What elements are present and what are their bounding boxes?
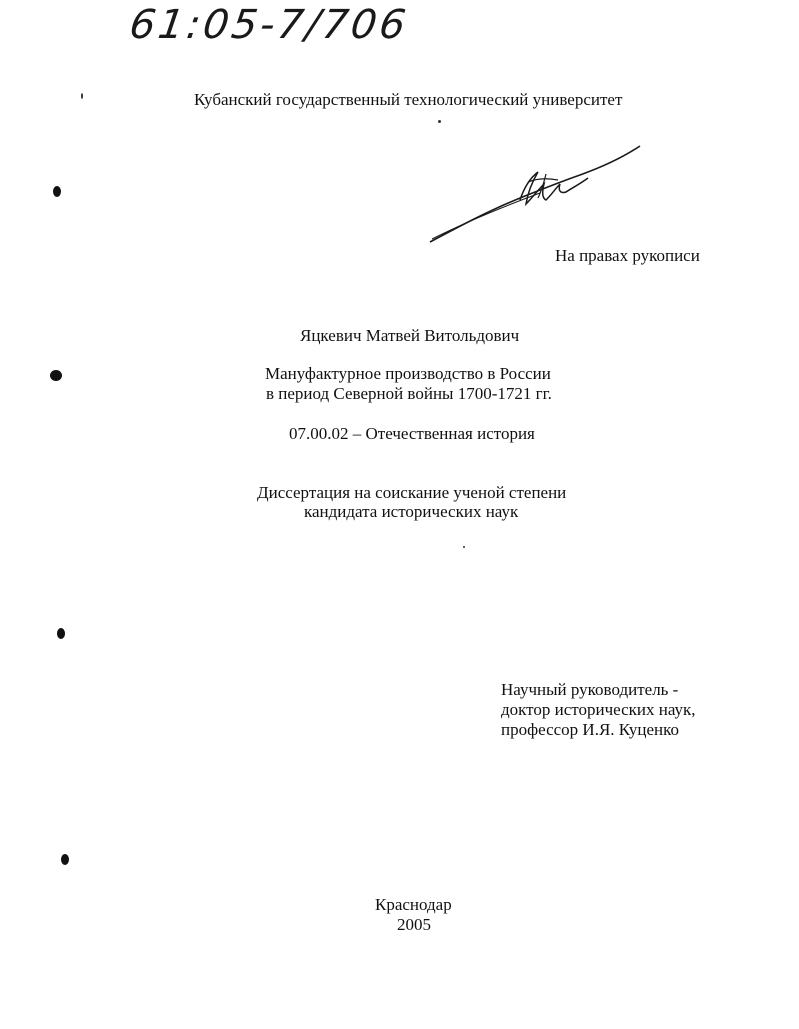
dissertation-title-line-2: в период Северной войны 1700-1721 гг.: [266, 384, 552, 403]
specialty-code: 07.00.02 – Отечественная история: [289, 424, 535, 443]
supervisor-degree: доктор исторических наук,: [501, 700, 696, 719]
scan-speck: [438, 120, 441, 123]
punch-hole-mark: [50, 370, 62, 381]
year: 2005: [397, 915, 431, 934]
degree-line-1: Диссертация на соискание ученой степени: [257, 483, 567, 502]
punch-hole-mark: [61, 854, 69, 865]
signature-icon: [420, 138, 650, 248]
scan-speck: [463, 546, 465, 548]
punch-hole-mark: [53, 186, 61, 197]
archive-number: 61:05-7/706: [126, 2, 412, 48]
university-name: Кубанский государственный технологический университет: [194, 90, 623, 109]
manuscript-rights: На правах рукописи: [555, 246, 700, 265]
punch-hole-mark: [57, 628, 65, 639]
dissertation-title-line-1: Мануфактурное производство в России: [265, 364, 551, 383]
supervisor-label: Научный руководитель -: [501, 680, 679, 699]
author-name: Яцкевич Матвей Витольдович: [300, 326, 520, 345]
scan-speck: [81, 93, 83, 99]
supervisor-name: профессор И.Я. Куценко: [501, 720, 679, 739]
degree-line-2: кандидата исторических наук: [304, 502, 519, 521]
city: Краснодар: [375, 895, 452, 914]
